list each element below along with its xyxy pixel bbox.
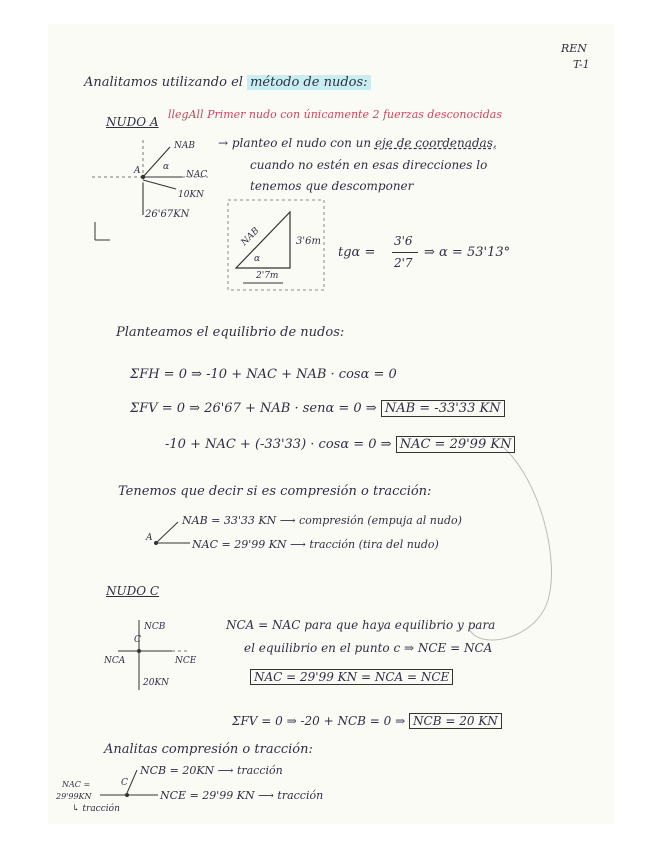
corner-t1: T-1 — [573, 58, 590, 71]
equation-3-result: NAC = 29'99 KN — [396, 436, 516, 453]
final-left-1: NAC = — [62, 780, 91, 789]
nudo-c-result-box: NAC = 29'99 KN = NCA = NCE — [250, 669, 453, 685]
sketch-curve — [470, 447, 551, 640]
equation-2-result: NAB = -33'33 KN — [381, 400, 505, 417]
tension-title: Tenemos que decir si es compresión o tracción: — [118, 484, 432, 499]
corner-ren: REN — [561, 42, 587, 55]
final-ncb-text: NCB = 20KN ⟶ tracción — [140, 764, 283, 777]
load-arrow — [143, 180, 176, 189]
nudo-c-equation-text: ΣFV = 0 ⇒ -20 + NCB = 0 ⇒ — [232, 714, 406, 728]
intro-prefix: Analitamos utilizando el — [84, 75, 243, 90]
label-nce: NCE — [175, 656, 197, 666]
angle-result: ⇒ α = 53'13° — [424, 245, 511, 260]
node-c-dot — [137, 649, 141, 653]
triangle-hyp-label: NAB — [239, 226, 262, 248]
triangle-height-label: 3'6m — [296, 236, 321, 247]
nudo-c-text1: NCA = NAC para que haya equilibrio y para — [226, 618, 496, 632]
label-nca: NCA — [104, 656, 126, 666]
nudo-a-desc1-text: → planteo el nudo con un — [218, 136, 372, 150]
tension-nac-line-text: NAC = 29'99 KN ⟶ tracción (tira del nudo) — [192, 538, 439, 551]
final-left-2: 29'99KN — [56, 792, 92, 801]
equation-3 — [165, 437, 515, 452]
label-ncb: NCB — [144, 622, 166, 632]
equilibrium-title: Planteamos el equilibrio de nudos: — [116, 325, 345, 340]
final-ncb-line — [127, 770, 137, 793]
tension-node-label: A — [146, 533, 153, 543]
final-left-3: ↳ tracción — [72, 804, 120, 814]
angle-denominator: 2'7 — [394, 256, 413, 270]
triangle-base-label: 2'7m — [256, 271, 279, 281]
intro-highlight: método de nudos: — [247, 75, 370, 90]
tension-nab-line — [156, 522, 178, 543]
triangle-alpha-label: α — [254, 254, 261, 264]
tension-nab-line-text: NAB = 33'33 KN ⟶ compresión (empuja al nudo) — [182, 514, 462, 527]
label-c-load: 20KN — [143, 678, 170, 688]
label-nac: NAC — [186, 170, 208, 180]
nudo-c-title: NUDO C — [106, 584, 160, 598]
nudo-c-text2: el equilibrio en el punto c ⇒ NCE = NCA — [244, 641, 493, 655]
label-alpha: α — [163, 162, 170, 172]
node-a-dot — [141, 175, 145, 179]
equation-2-text: ΣFV = 0 ⇒ 26'67 + NAB · senα = 0 ⇒ — [130, 401, 377, 416]
nudo-c-equation — [232, 714, 502, 728]
final-node-label: C — [121, 778, 128, 788]
nudo-a-note: llegAll Primer nudo con únicamente 2 fuerzas desconocidas — [168, 108, 503, 121]
nudo-a-desc1 — [218, 136, 497, 150]
equation-1: ΣFH = 0 ⇒ -10 + NAC + NAB · cosα = 0 — [130, 367, 397, 382]
nudo-a-title: NUDO A — [106, 115, 159, 129]
angle-numerator: 3'6 — [394, 234, 413, 248]
label-nab: NAB — [174, 141, 195, 151]
final-title: Analitas compresión o tracción: — [104, 742, 313, 757]
label-reaction: 26'67KN — [145, 209, 190, 220]
final-node-dot — [125, 793, 129, 797]
label-node-c: C — [134, 635, 141, 645]
tension-node-dot — [154, 541, 158, 545]
nudo-a-desc3: tenemos que descomponer — [250, 179, 414, 193]
label-node-a: A — [134, 166, 141, 176]
angle-prefix: tgα = — [338, 245, 376, 260]
final-nce-text: NCE = 29'99 KN ⟶ tracción — [160, 789, 324, 802]
nudo-a-desc2: cuando no estén en esas direcciones lo — [250, 158, 488, 172]
equation-2 — [130, 401, 505, 416]
intro-line — [84, 75, 371, 90]
equation-3-text: -10 + NAC + (-33'33) · cosα = 0 ⇒ — [165, 437, 392, 452]
nudo-a-desc1-underlined: eje de coordenadas, — [374, 136, 497, 150]
label-load: 10KN — [178, 190, 205, 200]
nudo-c-equation-result: NCB = 20 KN — [409, 713, 502, 729]
fraction-bar — [392, 252, 418, 253]
